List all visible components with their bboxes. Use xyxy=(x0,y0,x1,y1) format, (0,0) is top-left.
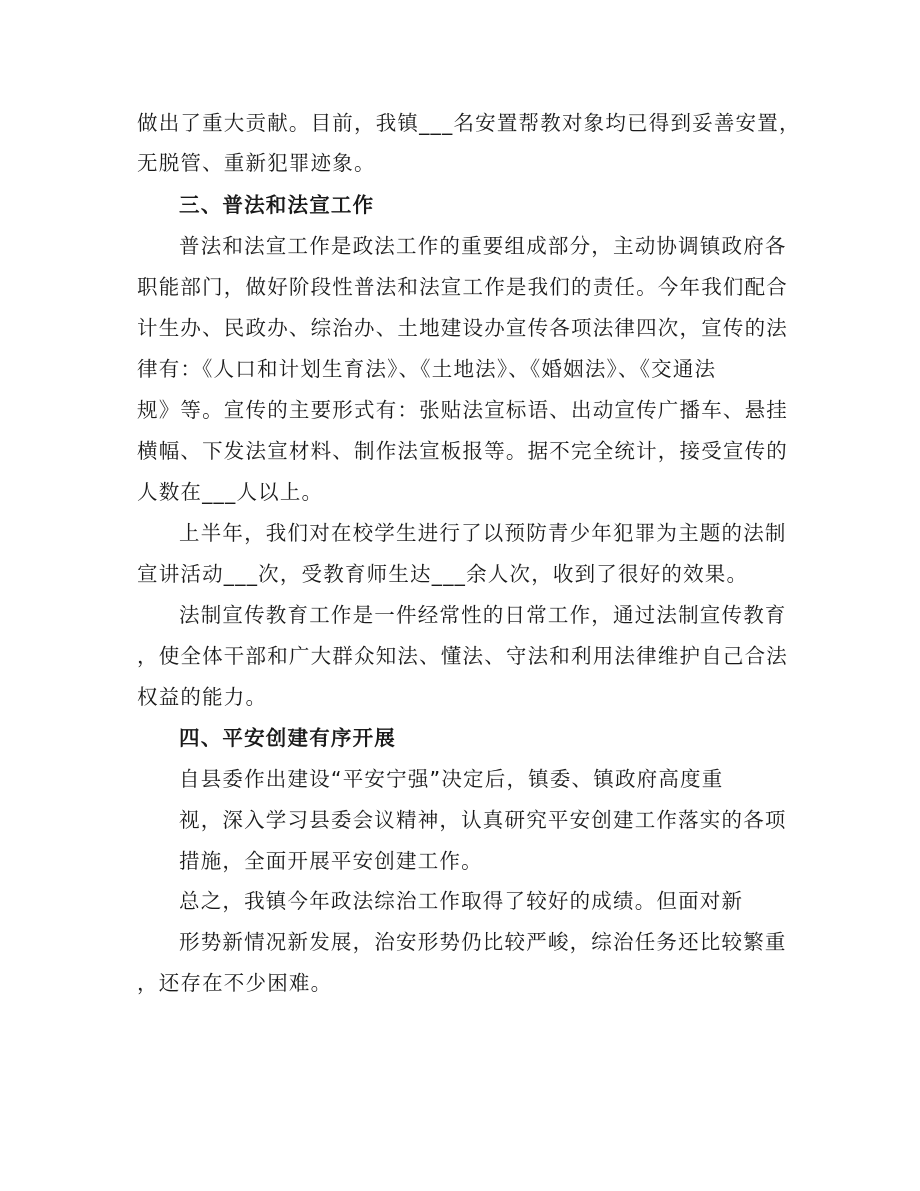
body-text-line: 权益的能力。 xyxy=(137,685,268,709)
body-text-line: 计生办、民政办、综治办、土地建设办宣传各项法律四次，宣传的法 xyxy=(137,316,788,340)
body-text-line: 横幅、下发法宣材料、制作法宣板报等。据不完全统计，接受宣传的 xyxy=(137,439,788,463)
body-text-line: 人数在___人以上。 xyxy=(137,480,324,504)
body-text-line: 上半年，我们对在校学生进行了以预防青少年犯罪为主题的法制 xyxy=(179,521,787,545)
body-text-line: 自县委作出建设“平安宁强”决定后，镇委、镇政府高度重 xyxy=(179,767,724,791)
body-text-line: 总之，我镇今年政法综治工作取得了较好的成绩。但面对新 xyxy=(179,889,744,913)
body-text-line: 普法和法宣工作是政法工作的重要组成部分，主动协调镇政府各 xyxy=(179,234,787,258)
body-text-line: ，使全体干部和广大群众知法、懂法、守法和利用法律维护自己合法 xyxy=(137,644,788,668)
section-heading: 三、普法和法宣工作 xyxy=(179,193,375,217)
body-text-line: 律有：《人口和计划生育法》、《土地法》、《婚姻法》、《交通法 xyxy=(137,357,717,381)
body-text-line: 无脱管、重新犯罪迹象。 xyxy=(137,151,376,175)
body-text-line: 视，深入学习县委会议精神，认真研究平安创建工作落实的各项 xyxy=(179,808,787,832)
body-text-line: 法制宣传教育工作是一件经常性的日常工作，通过法制宣传教育 xyxy=(179,603,787,627)
body-text-line: 措施，全面开展平安创建工作。 xyxy=(179,849,483,873)
body-text-line: 宣讲活动___次，受教育师生达___余人次，收到了很好的效果。 xyxy=(137,562,749,586)
section-heading: 四、平安创建有序开展 xyxy=(179,726,396,750)
body-text-line: 职能部门，做好阶段性普法和法宣工作是我们的责任。今年我们配合 xyxy=(137,275,788,299)
body-text-line: ，还存在不少困难。 xyxy=(137,971,333,995)
body-text-line: 做出了重大贡献。目前，我镇___名安置帮教对象均已得到妥善安置， xyxy=(137,111,801,135)
body-text-line: 形势新情况新发展，治安形势仍比较严峻，综治任务还比较繁重 xyxy=(179,930,787,954)
body-text-line: 规》等。宣传的主要形式有：张贴法宣标语、出动宣传广播车、悬挂 xyxy=(137,398,788,422)
